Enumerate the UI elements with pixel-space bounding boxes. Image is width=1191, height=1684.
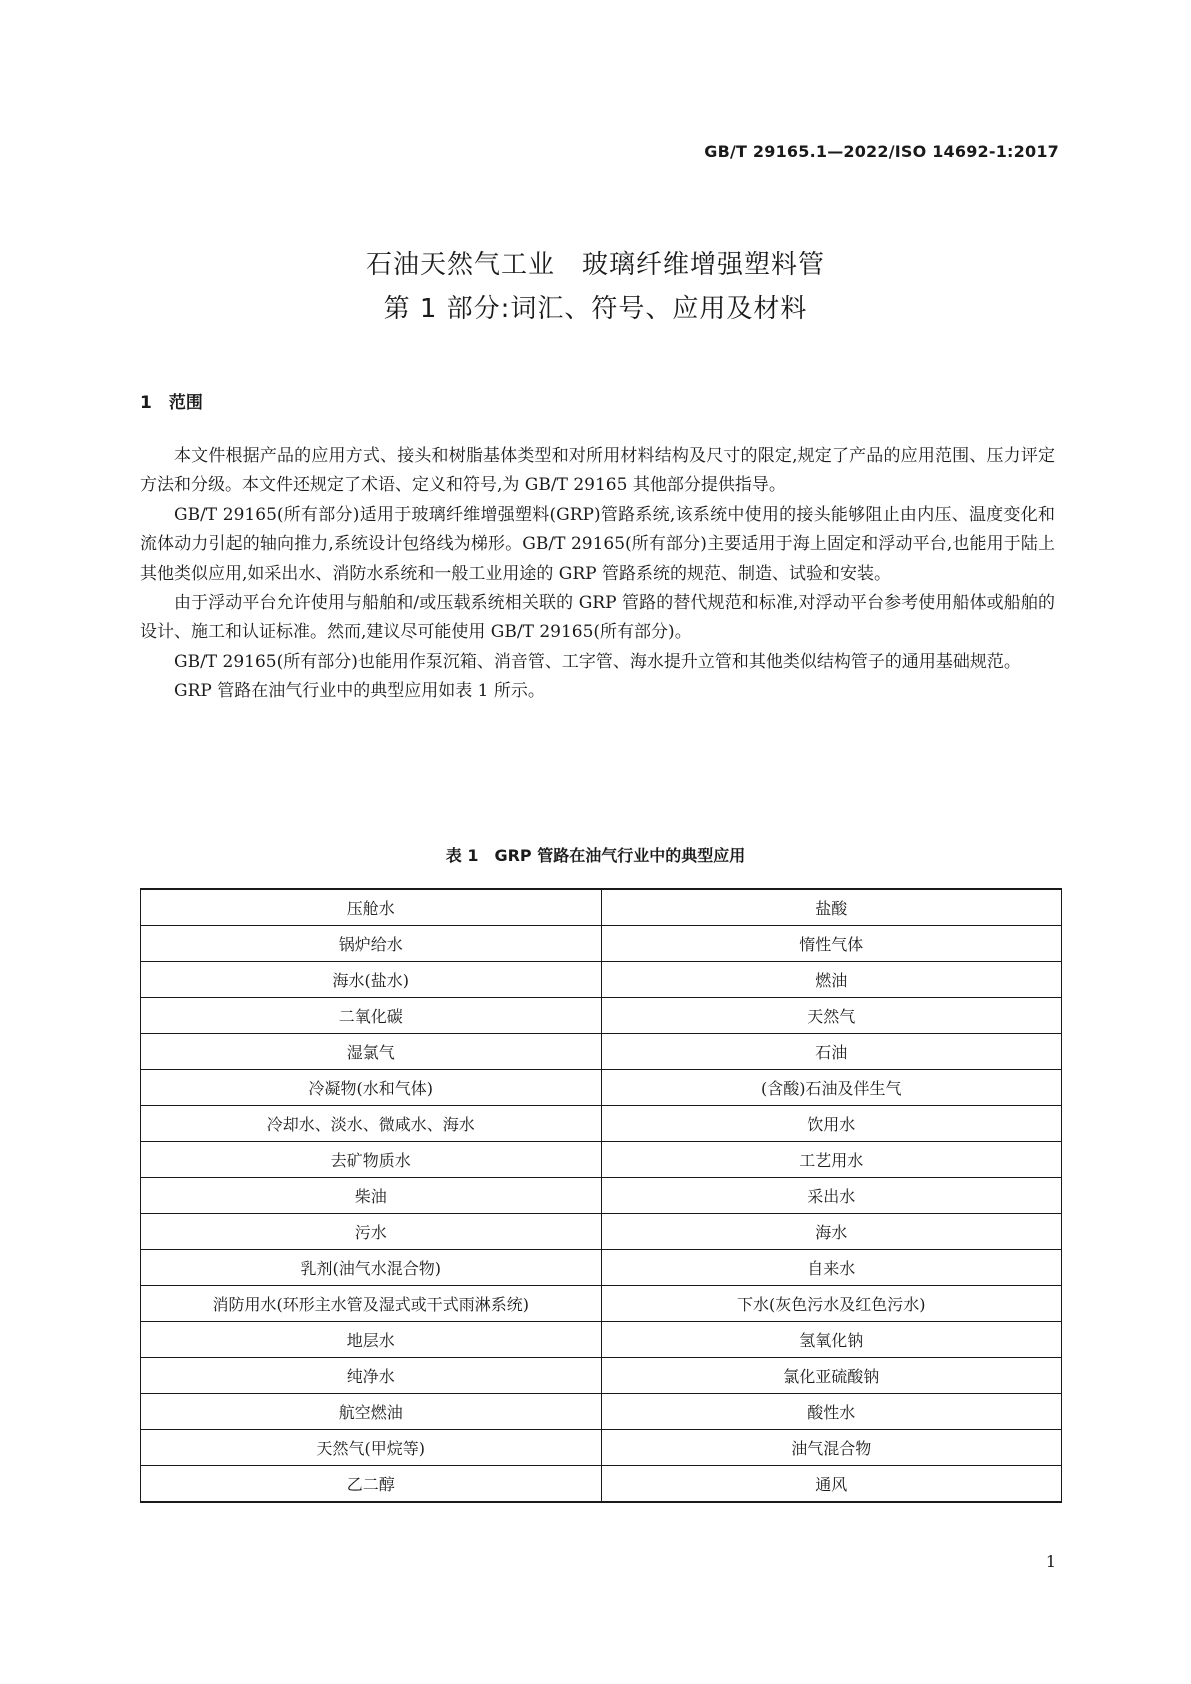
paragraph: GB/T 29165(所有部分)适用于玻璃纤维增强塑料(GRP)管路系统,该系统中使用的接头能够阻止由内压、温度变化和流体动力引起的轴向推力,系统设计包络线为梯形。GB/T 29165(所有部分)主要适用于海上固定和浮动平台,也能用于陆上其他类似应用,如采出水、消防水系统和一般工业用途的 GRP 管路系统的规范、制造、试验和安装。 bbox=[140, 504, 1055, 584]
table-cell: 航空燃油 bbox=[141, 1394, 602, 1430]
table-cell: 酸性水 bbox=[601, 1394, 1062, 1430]
paragraph: GB/T 29165(所有部分)也能用作泵沉箱、消音管、工字管、海水提升立管和其他类似结构管子的通用基础规范。 bbox=[174, 651, 1021, 672]
applications-table-body bbox=[141, 889, 1062, 1502]
table-row bbox=[141, 1034, 1062, 1070]
table-row bbox=[141, 1178, 1062, 1214]
table-cell: 油气混合物 bbox=[601, 1430, 1062, 1466]
table-cell: 惰性气体 bbox=[601, 926, 1062, 962]
table-row bbox=[141, 962, 1062, 998]
table-cell: 乳剂(油气水混合物) bbox=[141, 1250, 602, 1286]
table-cell: 柴油 bbox=[141, 1178, 602, 1214]
table-row bbox=[141, 1322, 1062, 1358]
table-cell: 冷凝物(水和气体) bbox=[141, 1070, 602, 1106]
table-cell: 采出水 bbox=[601, 1178, 1062, 1214]
table-row bbox=[141, 998, 1062, 1034]
table-cell: 氢氧化钠 bbox=[601, 1322, 1062, 1358]
table-cell: 天然气(甲烷等) bbox=[141, 1430, 602, 1466]
scope-body bbox=[140, 442, 1055, 707]
table-row bbox=[141, 1394, 1062, 1430]
table-cell: 二氧化碳 bbox=[141, 998, 602, 1034]
table-cell: 燃油 bbox=[601, 962, 1062, 998]
table-cell: 消防用水(环形主水管及湿式或干式雨淋系统) bbox=[141, 1286, 602, 1322]
table-row bbox=[141, 1142, 1062, 1178]
title-line-1: 石油天然气工业 玻璃纤维增强塑料管 bbox=[365, 250, 825, 280]
table-cell: 地层水 bbox=[141, 1322, 602, 1358]
table-cell: 工艺用水 bbox=[601, 1142, 1062, 1178]
paragraph: 由于浮动平台允许使用与船舶和/或压载系统相关联的 GRP 管路的替代规范和标准,对浮动平台参考使用船体或船舶的设计、施工和认证标准。然而,建议尽可能使用 GB/T 29165(所有部分)。 bbox=[140, 593, 1055, 643]
table-row bbox=[141, 1430, 1062, 1466]
table-caption: 表 1 GRP 管路在油气行业中的典型应用 bbox=[445, 846, 746, 865]
table-row bbox=[141, 1286, 1062, 1322]
paragraph: 本文件根据产品的应用方式、接头和树脂基体类型和对所用材料结构及尺寸的限定,规定了产品的应用范围、压力评定方法和分级。本文件还规定了术语、定义和符号,为 GB/T 29165 其他部分提供指导。 bbox=[140, 446, 1055, 496]
table-cell: 锅炉给水 bbox=[141, 926, 602, 962]
table-cell: 去矿物质水 bbox=[141, 1142, 602, 1178]
table-cell: 冷却水、淡水、微咸水、海水 bbox=[141, 1106, 602, 1142]
table-row bbox=[141, 1106, 1062, 1142]
table-cell: 压舱水 bbox=[141, 889, 602, 926]
table-row bbox=[141, 1214, 1062, 1250]
table-cell: 石油 bbox=[601, 1034, 1062, 1070]
table-cell: 自来水 bbox=[601, 1250, 1062, 1286]
table-cell: 通风 bbox=[601, 1466, 1062, 1503]
table-row bbox=[141, 1070, 1062, 1106]
table-cell: 纯净水 bbox=[141, 1358, 602, 1394]
table-row bbox=[141, 1358, 1062, 1394]
page-number: 1 bbox=[1045, 1552, 1056, 1571]
standard-code: GB/T 29165.1—2022/ISO 14692-1:2017 bbox=[704, 142, 1059, 161]
table-cell: 天然气 bbox=[601, 998, 1062, 1034]
table-row bbox=[141, 926, 1062, 962]
table-cell: 乙二醇 bbox=[141, 1466, 602, 1503]
table-cell: 饮用水 bbox=[601, 1106, 1062, 1142]
table-row bbox=[141, 1466, 1062, 1503]
table-cell: 海水(盐水) bbox=[141, 962, 602, 998]
table-row bbox=[141, 1250, 1062, 1286]
applications-table bbox=[140, 888, 1062, 1503]
table-cell: 海水 bbox=[601, 1214, 1062, 1250]
section-heading-scope: 1 范围 bbox=[140, 393, 203, 413]
table-cell: 湿氯气 bbox=[141, 1034, 602, 1070]
title-line-2: 第 1 部分:词汇、符号、应用及材料 bbox=[383, 294, 808, 324]
table-cell: 污水 bbox=[141, 1214, 602, 1250]
table-cell: 下水(灰色污水及红色污水) bbox=[601, 1286, 1062, 1322]
paragraph: GRP 管路在油气行业中的典型应用如表 1 所示。 bbox=[174, 681, 545, 702]
table-cell: 氯化亚硫酸钠 bbox=[601, 1358, 1062, 1394]
table-row bbox=[141, 889, 1062, 926]
document-title bbox=[0, 243, 1191, 331]
table-cell: 盐酸 bbox=[601, 889, 1062, 926]
table-cell: (含酸)石油及伴生气 bbox=[601, 1070, 1062, 1106]
